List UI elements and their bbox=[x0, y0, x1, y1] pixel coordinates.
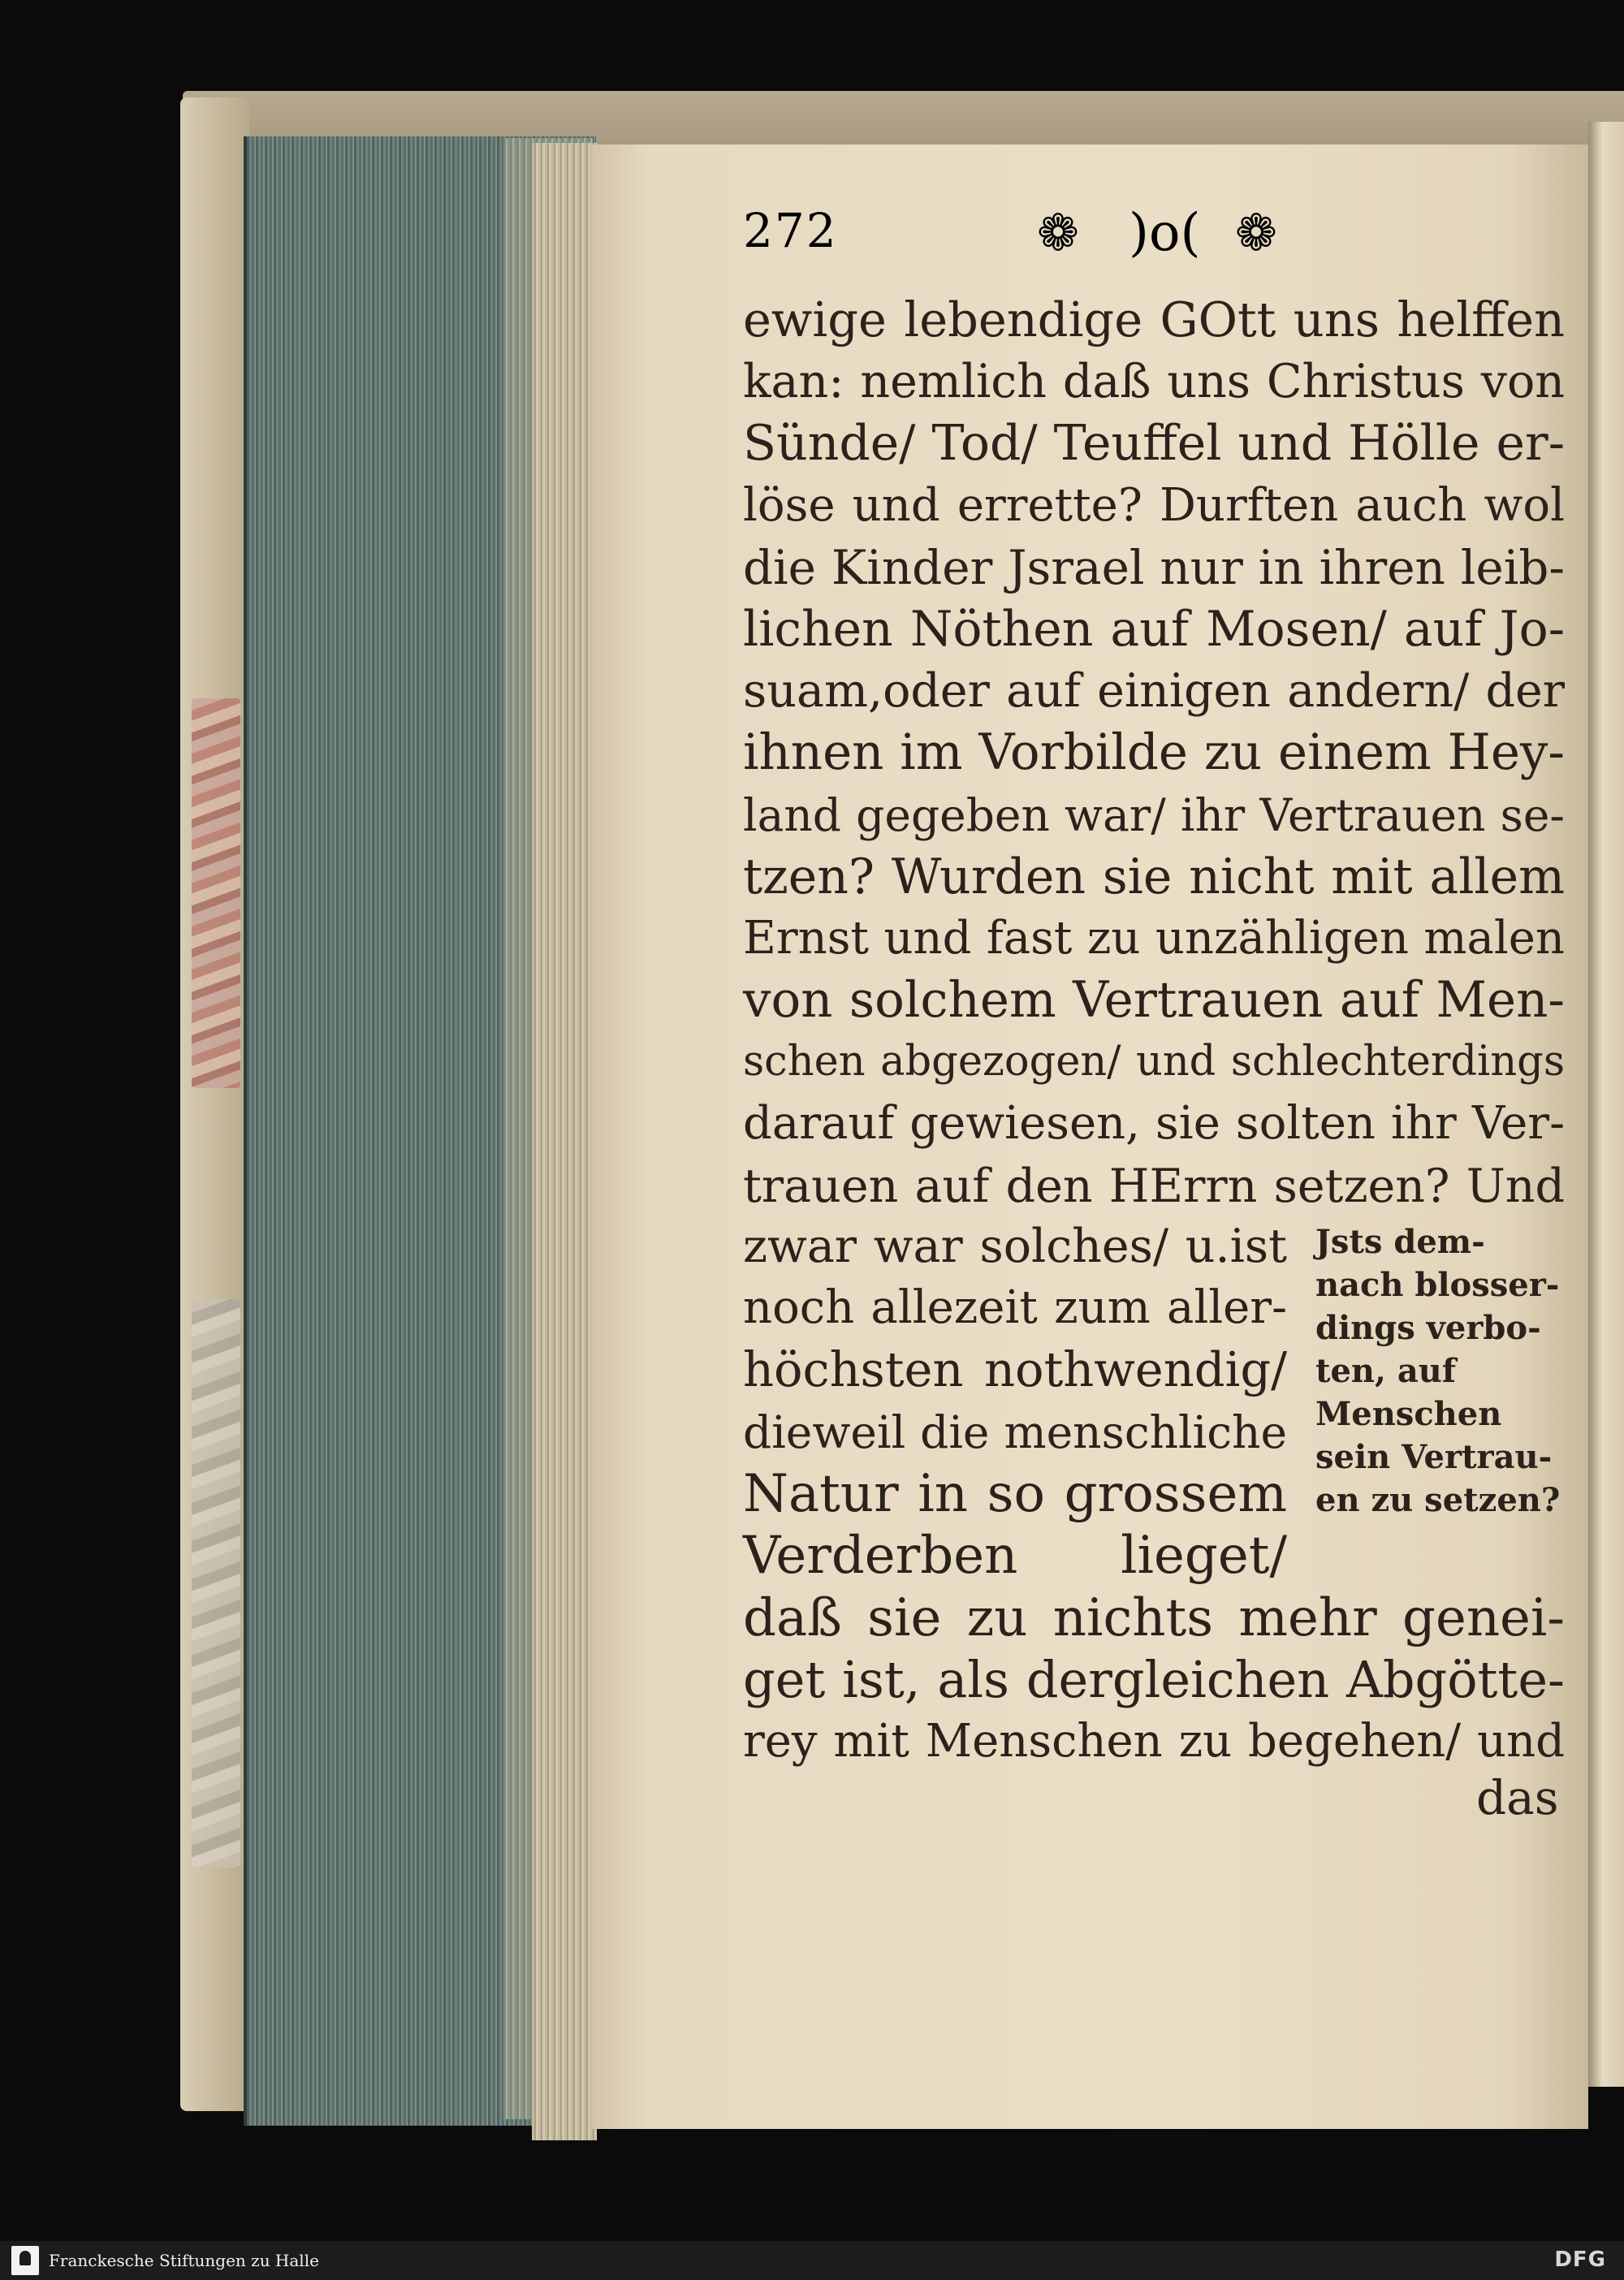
marginal-line: Menschen bbox=[1315, 1395, 1502, 1433]
marginal-line: en zu setzen? bbox=[1315, 1481, 1561, 1519]
institution-name: Franckesche Stiftungen zu Halle bbox=[49, 2251, 319, 2270]
marginal-line: dings verbo- bbox=[1315, 1309, 1541, 1347]
text-line: Sünde/ Tod/ Teuffel und Hölle er- bbox=[743, 415, 1565, 473]
catchword: das bbox=[1476, 1770, 1559, 1825]
page-stack bbox=[532, 143, 597, 2140]
text-with-marginal-note bbox=[743, 1216, 1565, 1587]
marbled-endpaper-lower bbox=[192, 1299, 240, 1868]
text-line: dieweil die menschliche bbox=[743, 1406, 1287, 1458]
text-line: ihnen im Vorbilde zu einem Hey- bbox=[743, 723, 1565, 782]
text-line: zwar war solches/ u.ist bbox=[743, 1220, 1287, 1273]
text-line: tzen? Wurden sie nicht mit allem bbox=[743, 848, 1565, 905]
text-line: daß sie zu nichts mehr genei- bbox=[743, 1588, 1565, 1648]
text-line: trauen auf den HErrn setzen? Und bbox=[743, 1159, 1565, 1213]
text-line: ewige lebendige GOtt uns helffen bbox=[743, 291, 1565, 348]
ornament-flower-icon: ❁ bbox=[1235, 203, 1277, 262]
page-number: 272 bbox=[743, 203, 838, 258]
text-line: Verderben lieget/ bbox=[743, 1525, 1287, 1586]
page-header bbox=[743, 203, 1303, 276]
marginal-note bbox=[1315, 1220, 1559, 1522]
foundation-logo-icon bbox=[11, 2246, 39, 2275]
body-text bbox=[743, 289, 1565, 1217]
text-line: höchsten nothwendig/ bbox=[743, 1341, 1287, 1398]
text-line: lichen Nöthen auf Mosen/ auf Jo- bbox=[743, 600, 1565, 658]
text-line: noch allezeit zum aller- bbox=[743, 1281, 1287, 1335]
marginal-line: ten, auf bbox=[1315, 1352, 1457, 1390]
viewer-footer bbox=[0, 2241, 1624, 2280]
text-line: von solchem Vertrauen auf Men- bbox=[743, 971, 1565, 1030]
ornament-flower-icon: ❁ bbox=[1037, 203, 1079, 262]
text-line: schen abgezogen/ und schlechterdings bbox=[743, 1038, 1565, 1086]
text-line: suam,oder auf einigen andern/ der bbox=[743, 664, 1565, 719]
body-text-continued bbox=[743, 1587, 1565, 1773]
dfg-logo: DFG bbox=[1554, 2248, 1606, 2272]
text-line: Natur in so grossem bbox=[743, 1463, 1287, 1524]
marginal-line: nach blosser- bbox=[1315, 1266, 1560, 1304]
marginal-line: Jsts dem- bbox=[1315, 1223, 1485, 1261]
text-line: Ernst und fast zu unzähligen malen bbox=[743, 911, 1565, 965]
text-line: die Kinder Jsrael nur in ihren leib- bbox=[743, 539, 1565, 595]
text-line: löse und errette? Durften auch wol bbox=[743, 478, 1565, 532]
text-line: get ist, als dergleichen Abgötte- bbox=[743, 1650, 1565, 1710]
text-line: darauf gewiesen, sie solten ihr Ver- bbox=[743, 1097, 1565, 1151]
text-line: rey mit Menschen zu begehen/ und bbox=[743, 1715, 1565, 1768]
marbled-endpaper bbox=[192, 698, 240, 1088]
facing-page-edge bbox=[1588, 122, 1624, 2087]
marginal-line: sein Vertrau- bbox=[1315, 1438, 1553, 1476]
body-text-column bbox=[743, 1216, 1287, 1587]
text-line: kan: nemlich daß uns Christus von bbox=[743, 355, 1565, 409]
text-line: land gegeben war/ ihr Vertrauen se- bbox=[743, 788, 1565, 841]
ornament-divider-icon: )o( bbox=[1129, 203, 1201, 263]
